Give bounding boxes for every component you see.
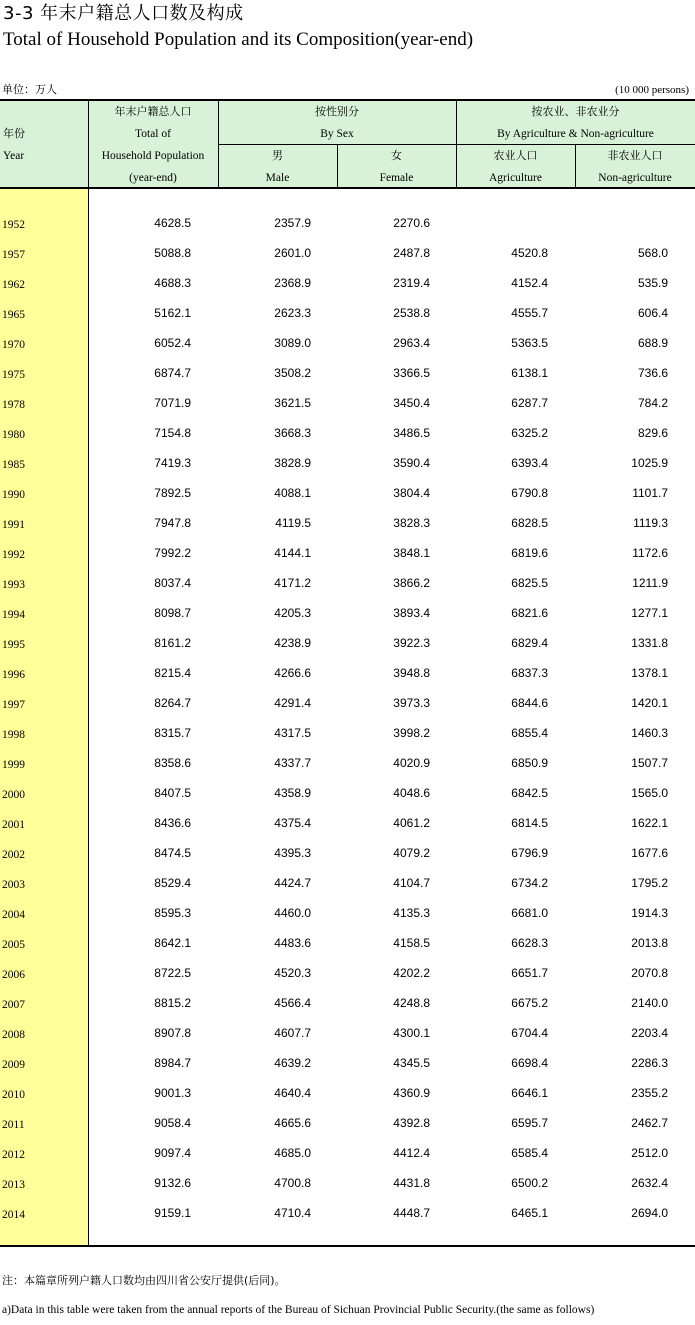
cell-male: 2601.0: [274, 246, 311, 260]
row-year: 2002: [2, 849, 25, 861]
table-top-rule: [0, 99, 695, 101]
cell-agri: 6844.6: [511, 696, 548, 710]
row-year: 2011: [2, 1119, 25, 1131]
cell-nonagri: 1565.0: [631, 786, 668, 800]
cell-agri: 4152.4: [511, 276, 548, 290]
cell-nonagri: 784.2: [637, 396, 668, 410]
row-year: 2009: [2, 1059, 25, 1071]
cell-male: 2623.3: [274, 306, 311, 320]
cell-total: 8474.5: [154, 846, 191, 860]
cell-female: 2538.8: [393, 306, 430, 320]
cell-nonagri: 1119.3: [633, 516, 668, 530]
header-female: [337, 144, 456, 188]
cell-female: 4412.4: [393, 1146, 430, 1160]
header-total-en3: (year-end): [129, 172, 177, 184]
header-nonagri-cn: 非农业人口: [607, 149, 663, 162]
cell-male: 4337.7: [274, 756, 311, 770]
row-year: 2003: [2, 879, 25, 891]
cell-female: 3590.4: [393, 456, 430, 470]
header-agri-group: [456, 100, 695, 144]
row-year: 1965: [2, 309, 25, 321]
cell-nonagri: 2070.8: [631, 966, 668, 980]
cell-male: 4607.7: [274, 1026, 311, 1040]
cell-agri: 6734.2: [511, 876, 548, 890]
header-year-cn: 年份: [3, 127, 25, 140]
cell-nonagri: 829.6: [637, 426, 668, 440]
cell-agri: 4520.8: [511, 246, 548, 260]
cell-agri: 6500.2: [511, 1176, 548, 1190]
cell-nonagri: 1460.3: [631, 726, 668, 740]
cell-total: 8642.1: [154, 936, 191, 950]
header-female-en: Female: [379, 172, 414, 184]
cell-agri: 6828.5: [511, 516, 548, 530]
year-divider: [88, 100, 89, 1246]
row-year: 1985: [2, 459, 25, 471]
cell-total: 9132.6: [154, 1176, 191, 1190]
row-year: 1997: [2, 699, 25, 711]
cell-female: 3893.4: [393, 606, 430, 620]
cell-male: 4266.6: [274, 666, 311, 680]
cell-female: 3804.4: [393, 486, 430, 500]
row-year: 1998: [2, 729, 25, 741]
cell-total: 8037.4: [154, 576, 191, 590]
cell-total: 7071.9: [154, 396, 191, 410]
note-en: a)Data in this table were taken from the annual reports of the Bureau of Sichuan Provincial Public Security.(the same as follows): [2, 1304, 595, 1316]
cell-agri: 6595.7: [511, 1116, 548, 1130]
cell-total: 9097.4: [154, 1146, 191, 1160]
header-male-en: Male: [265, 172, 290, 184]
cell-male: 4665.6: [274, 1116, 311, 1130]
cell-male: 4640.4: [274, 1086, 311, 1100]
cell-agri: 6465.1: [511, 1206, 548, 1220]
cell-female: 3973.3: [393, 696, 430, 710]
row-year: 2012: [2, 1149, 25, 1161]
cell-nonagri: 688.9: [637, 336, 668, 350]
row-year: 1962: [2, 279, 25, 291]
cell-agri: 6646.1: [511, 1086, 548, 1100]
cell-female: 3948.8: [393, 666, 430, 680]
cell-male: 4700.8: [274, 1176, 311, 1190]
cell-total: 8815.2: [154, 996, 191, 1010]
cell-total: 7419.3: [154, 456, 191, 470]
header-divider-3: [337, 144, 338, 188]
row-year: 2007: [2, 999, 25, 1011]
cell-female: 4248.8: [393, 996, 430, 1010]
cell-female: 2270.6: [393, 216, 430, 230]
cell-total: 8595.3: [154, 906, 191, 920]
cell-female: 4448.7: [393, 1206, 430, 1220]
cell-female: 4079.2: [393, 846, 430, 860]
cell-total: 5088.8: [154, 246, 191, 260]
cell-male: 3668.3: [274, 426, 311, 440]
cell-male: 3508.2: [274, 366, 311, 380]
cell-male: 4171.2: [274, 576, 311, 590]
cell-nonagri: 1677.6: [631, 846, 668, 860]
cell-female: 4104.7: [393, 876, 430, 890]
row-year: 1993: [2, 579, 25, 591]
cell-female: 4135.3: [393, 906, 430, 920]
cell-nonagri: 2694.0: [631, 1206, 668, 1220]
cell-total: 8722.5: [154, 966, 191, 980]
row-year: 1978: [2, 399, 25, 411]
cell-agri: 6825.5: [511, 576, 548, 590]
cell-total: 8098.7: [154, 606, 191, 620]
cell-male: 4424.7: [274, 876, 311, 890]
cell-nonagri: 568.0: [637, 246, 668, 260]
cell-male: 4685.0: [274, 1146, 311, 1160]
header-sex-en: By Sex: [320, 128, 354, 140]
cell-agri: 6138.1: [511, 366, 548, 380]
cell-agri: 4555.7: [511, 306, 548, 320]
cell-male: 4375.4: [274, 816, 311, 830]
cell-male: 4639.2: [274, 1056, 311, 1070]
cell-nonagri: 1172.6: [632, 546, 668, 560]
cell-male: 4520.3: [274, 966, 311, 980]
unit-label-cn: 单位：万人: [2, 83, 57, 96]
header-sex-cn: 按性别分: [315, 105, 359, 118]
header-total-en1: Total of: [135, 128, 171, 140]
cell-male: 4144.1: [274, 546, 311, 560]
cell-agri: 6628.3: [511, 936, 548, 950]
cell-agri: 6850.9: [511, 756, 548, 770]
row-year: 1995: [2, 639, 25, 651]
cell-male: 4566.4: [274, 996, 311, 1010]
row-year: 1980: [2, 429, 25, 441]
header-agri-cn: 农业人口: [493, 149, 538, 162]
cell-female: 4020.9: [393, 756, 430, 770]
cell-agri: 6681.0: [511, 906, 548, 920]
cell-male: 2357.9: [274, 216, 311, 230]
header-divider-1: [218, 100, 219, 188]
cell-total: 9159.1: [154, 1206, 191, 1220]
cell-agri: 6704.4: [511, 1026, 548, 1040]
cell-nonagri: 1795.2: [631, 876, 668, 890]
cell-female: 2963.4: [393, 336, 430, 350]
page-title-en: Total of Household Population and its Composition(year-end): [3, 29, 474, 50]
cell-total: 5162.1: [154, 306, 191, 320]
header-agri: [456, 144, 575, 188]
header-agri-group-cn: 按农业、非农业分: [531, 105, 620, 118]
page-title-cn: 3-3 年末户籍总人口数及构成: [3, 3, 244, 24]
cell-agri: 6821.6: [511, 606, 548, 620]
row-year: 1991: [2, 519, 25, 531]
cell-total: 6874.7: [154, 366, 191, 380]
cell-female: 3998.2: [393, 726, 430, 740]
cell-nonagri: 1622.1: [631, 816, 668, 830]
header-male: [218, 144, 337, 188]
cell-agri: 6393.4: [511, 456, 548, 470]
cell-female: 4048.6: [393, 786, 430, 800]
cell-total: 8215.4: [154, 666, 191, 680]
cell-male: 4291.4: [274, 696, 311, 710]
header-bottom-rule: [0, 187, 695, 189]
header-nonagri-en: Non-agriculture: [598, 172, 672, 184]
cell-female: 3922.3: [393, 636, 430, 650]
cell-female: 4345.5: [393, 1056, 430, 1070]
cell-total: 8984.7: [154, 1056, 191, 1070]
cell-agri: 6814.5: [511, 816, 548, 830]
cell-female: 3866.2: [393, 576, 430, 590]
header-female-cn: 女: [391, 149, 402, 162]
cell-female: 3486.5: [393, 426, 430, 440]
row-year: 2014: [2, 1209, 25, 1221]
header-sex-group: [218, 100, 456, 144]
cell-total: 8907.8: [154, 1026, 191, 1040]
row-year: 2006: [2, 969, 25, 981]
cell-agri: 6855.4: [511, 726, 548, 740]
cell-total: 8529.4: [154, 876, 191, 890]
cell-agri: 6675.2: [511, 996, 548, 1010]
cell-nonagri: 1507.7: [631, 756, 668, 770]
row-year: 1957: [2, 249, 25, 261]
cell-male: 4119.5: [275, 516, 311, 530]
cell-nonagri: 1101.7: [632, 486, 668, 500]
cell-female: 4300.1: [393, 1026, 430, 1040]
header-agri-group-en: By Agriculture & Non-agriculture: [497, 128, 654, 140]
cell-female: 3828.3: [393, 516, 430, 530]
header-nonagri: [575, 144, 695, 188]
cell-agri: 6842.5: [511, 786, 548, 800]
cell-nonagri: 2632.4: [631, 1176, 668, 1190]
cell-nonagri: 2355.2: [631, 1086, 668, 1100]
cell-agri: 5363.5: [511, 336, 548, 350]
row-year: 2000: [2, 789, 25, 801]
cell-total: 8436.6: [154, 816, 191, 830]
cell-agri: 6837.3: [511, 666, 548, 680]
cell-nonagri: 2013.8: [631, 936, 668, 950]
cell-female: 2487.8: [393, 246, 430, 260]
cell-total: 7992.2: [154, 546, 191, 560]
header-divider-4: [575, 144, 576, 188]
cell-male: 4205.3: [274, 606, 311, 620]
cell-nonagri: 736.6: [637, 366, 668, 380]
cell-total: 8407.5: [154, 786, 191, 800]
cell-female: 4392.8: [393, 1116, 430, 1130]
cell-male: 4483.6: [274, 936, 311, 950]
cell-nonagri: 2512.0: [631, 1146, 668, 1160]
cell-total: 7892.5: [154, 486, 191, 500]
row-year: 1970: [2, 339, 25, 351]
cell-agri: 6698.4: [511, 1056, 548, 1070]
cell-female: 3450.4: [393, 396, 430, 410]
header-total-cn: 年末户籍总人口: [114, 105, 192, 118]
cell-female: 3848.1: [393, 546, 430, 560]
cell-agri: 6819.6: [511, 546, 548, 560]
cell-total: 6052.4: [154, 336, 191, 350]
cell-male: 4088.1: [274, 486, 311, 500]
header-total: [88, 100, 218, 188]
row-year: 1990: [2, 489, 25, 501]
cell-male: 4460.0: [274, 906, 311, 920]
cell-nonagri: 1378.1: [631, 666, 668, 680]
unit-label-en: (10 000 persons): [615, 84, 689, 96]
cell-male: 3089.0: [274, 336, 311, 350]
cell-total: 7947.8: [154, 516, 191, 530]
note-cn: 注：本篇章所列户籍人口数均由四川省公安厅提供(后同)。: [2, 1274, 286, 1287]
cell-agri: 6790.8: [511, 486, 548, 500]
cell-female: 4431.8: [393, 1176, 430, 1190]
row-year: 1999: [2, 759, 25, 771]
cell-nonagri: 1277.1: [631, 606, 668, 620]
cell-nonagri: 2140.0: [631, 996, 668, 1010]
cell-male: 4710.4: [274, 1206, 311, 1220]
row-year: 2008: [2, 1029, 25, 1041]
row-year: 2013: [2, 1179, 25, 1191]
cell-nonagri: 2462.7: [631, 1116, 668, 1130]
cell-nonagri: 1420.1: [631, 696, 668, 710]
cell-male: 4238.9: [274, 636, 311, 650]
cell-agri: 6287.7: [511, 396, 548, 410]
header-total-en2: Household Population: [101, 150, 205, 162]
cell-female: 4202.2: [393, 966, 430, 980]
row-year: 2005: [2, 939, 25, 951]
cell-male: 2368.9: [274, 276, 311, 290]
cell-nonagri: 1914.3: [631, 906, 668, 920]
header-year: [0, 100, 88, 188]
row-year: 2004: [2, 909, 25, 921]
cell-agri: 6651.7: [511, 966, 548, 980]
row-year: 1975: [2, 369, 25, 381]
cell-total: 4628.5: [154, 216, 191, 230]
cell-total: 9001.3: [154, 1086, 191, 1100]
cell-nonagri: 2286.3: [631, 1056, 668, 1070]
cell-agri: 6585.4: [511, 1146, 548, 1160]
cell-agri: 6796.9: [511, 846, 548, 860]
cell-total: 8315.7: [154, 726, 191, 740]
cell-male: 4358.9: [274, 786, 311, 800]
cell-total: 8358.6: [154, 756, 191, 770]
cell-total: 8264.7: [154, 696, 191, 710]
cell-male: 4317.5: [274, 726, 311, 740]
table-bottom-rule: [0, 1245, 695, 1247]
header-agri-en: Agriculture: [488, 172, 542, 184]
row-year: 1952: [2, 219, 25, 231]
cell-agri: 6829.4: [511, 636, 548, 650]
cell-female: 2319.4: [393, 276, 430, 290]
cell-female: 4158.5: [393, 936, 430, 950]
cell-total: 8161.2: [154, 636, 191, 650]
cell-nonagri: 2203.4: [631, 1026, 668, 1040]
cell-female: 4360.9: [393, 1086, 430, 1100]
header-male-cn: 男: [272, 149, 283, 162]
cell-total: 4688.3: [154, 276, 191, 290]
cell-male: 4395.3: [274, 846, 311, 860]
cell-nonagri: 1331.8: [631, 636, 668, 650]
cell-total: 7154.8: [154, 426, 191, 440]
row-year: 2001: [2, 819, 25, 831]
cell-nonagri: 535.9: [637, 276, 668, 290]
cell-male: 3828.9: [274, 456, 311, 470]
cell-agri: 6325.2: [511, 426, 548, 440]
cell-female: 3366.5: [393, 366, 430, 380]
cell-nonagri: 1211.9: [632, 576, 668, 590]
cell-nonagri: 606.4: [637, 306, 668, 320]
row-year: 1994: [2, 609, 25, 621]
cell-total: 9058.4: [154, 1116, 191, 1130]
header-year-en: Year: [3, 150, 25, 162]
cell-male: 3621.5: [274, 396, 311, 410]
row-year: 2010: [2, 1089, 25, 1101]
row-year: 1992: [2, 549, 25, 561]
row-year: 1996: [2, 669, 25, 681]
header-divider-2: [456, 100, 457, 188]
cell-female: 4061.2: [393, 816, 430, 830]
cell-nonagri: 1025.9: [631, 456, 668, 470]
